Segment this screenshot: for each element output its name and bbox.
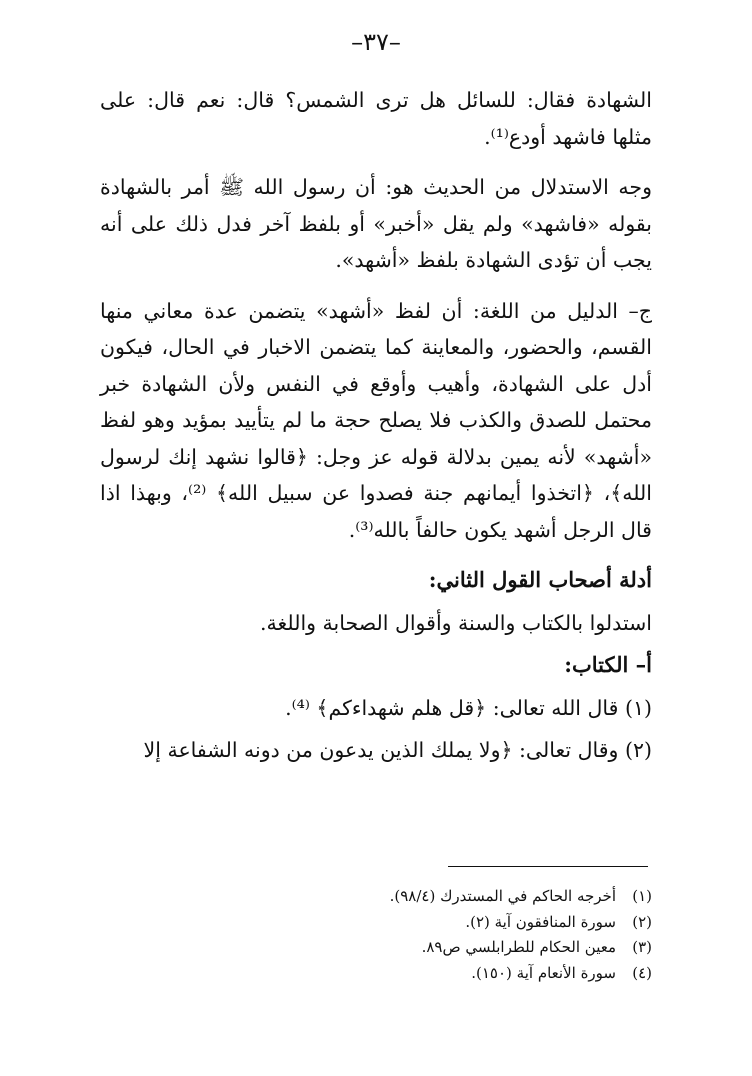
main-text-block — [100, 82, 652, 769]
paragraph-spacer — [100, 279, 652, 293]
footnote-text: سورة المنافقون آية (٢). — [465, 912, 616, 931]
paragraph-hadith-ending: الشهادة فقال: للسائل هل ترى الشمس؟ قال: نعم قال: على مثلها فاشهد أودع⁽¹⁾. — [100, 88, 652, 149]
footnote-number: (٤) — [632, 963, 652, 982]
paragraph-spacer — [100, 548, 652, 562]
footnote-text: أخرجه الحاكم في المستدرك (٩٨/٤). — [389, 887, 616, 905]
footnote-number: (١) — [632, 887, 652, 905]
page-number: –٣٧– — [351, 28, 401, 56]
footnote-number: (٢) — [632, 912, 652, 931]
footnote-divider — [448, 866, 648, 867]
paragraph-spacer — [100, 155, 652, 169]
section-heading: أدلة أصحاب القول الثاني: — [428, 567, 652, 592]
subheading-book: أ– الكتاب: — [564, 652, 652, 677]
footnote-item — [100, 884, 652, 910]
footnote-text: معين الحكام للطرابلسي ص٨٩. — [421, 938, 616, 956]
footnote-item — [100, 961, 652, 987]
footnote-item — [100, 910, 652, 936]
footnotes-list — [100, 884, 652, 986]
verse-item-1: (١) قال الله تعالى: ﴿قل هلم شهداءكم﴾ ⁽⁴⁾. — [285, 695, 652, 720]
footnote-text: سورة الأنعام آية (١٥٠). — [471, 963, 616, 982]
footnote-item — [100, 935, 652, 961]
paragraph-linguistic-evidence: ج– الدليل من اللغة: أن لفظ «أشهد» يتضمن عدة معاني منها القسم، والحضور، والمعاينة كما يتضمن الاخبار في الحال، فيكون أدل على الشهادة، وأهيب وأوقع في النفس ولأن الشهادة خبر محتمل للصدق والكذب فلا يصلح حجة ما لم يتأييد بمؤيد وهو لفظ «أشهد» لأنه يمين بدلالة قوله عز وجل: ﴿قالوا نشهد إنك لرسول الله﴾، ﴿اتخذوا أيمانهم جنة فصدوا عن سبيل الله﴾ ⁽²⁾، وبهذا اذا قال الرجل أشهد يكون حالفاً بالله⁽³⁾. — [100, 298, 652, 542]
paragraph-inference: وجه الاستدلال من الحديث هو: أن رسول الله ﷺ أمر بالشهادة بقوله «فاشهد» ولم يقل «أخبر» أو بلفظ آخر فدل ذلك على أنه يجب أن تؤدى الشهادة بلفظ «أشهد». — [100, 175, 652, 272]
footnote-number: (٣) — [632, 938, 652, 956]
verse-item-2: (٢) وقال تعالى: ﴿ولا يملك الذين يدعون من دونه الشفاعة إلا — [143, 738, 652, 762]
intro-line: استدلوا بالكتاب والسنة وأقوال الصحابة واللغة. — [260, 610, 652, 635]
